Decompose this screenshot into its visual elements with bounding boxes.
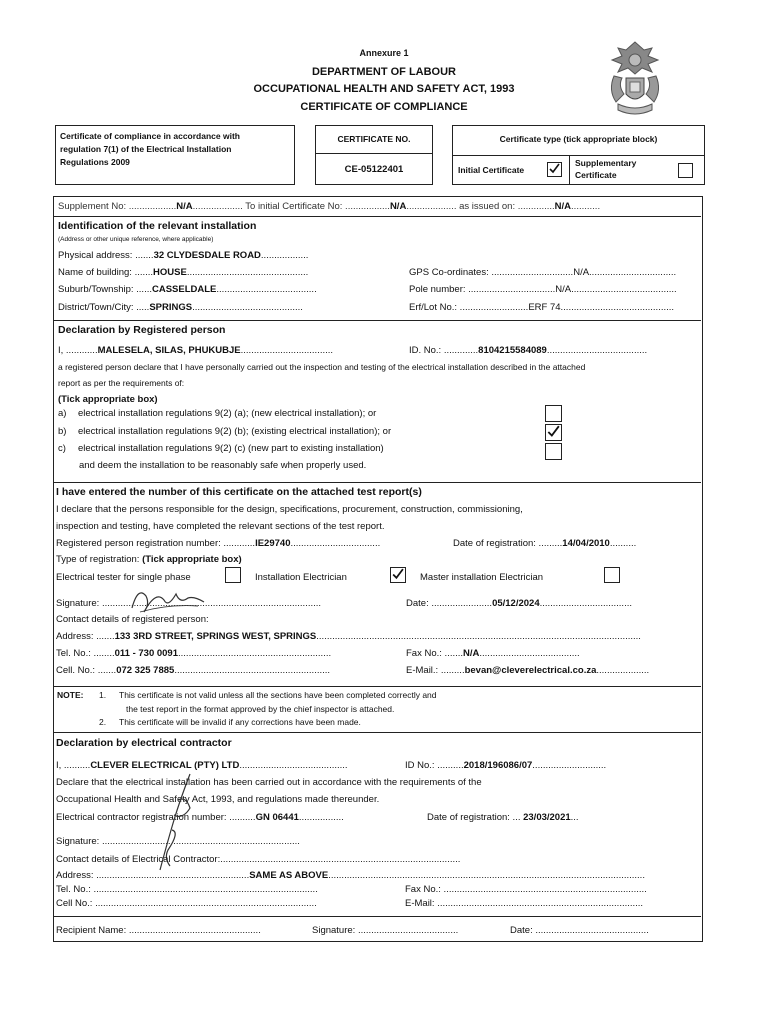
registered-address-row: Address: .......133 3RD STREET, SPRINGS WEST, SPRINGS........................................................................................................................... [56,631,641,642]
certificate-type-vline [569,156,570,184]
reg-number-value: IE29740 [255,538,291,549]
registered-name-row: I, ............MALESELA, SILAS, PHUKUBJE................................... [58,345,334,356]
contractor-cell-row: Cell No.: .................................................................................... [56,898,317,909]
test-report-para-2: inspection and testing, have completed the relevant sections of the test report. [56,521,385,532]
contractor-declare-1: Declare that the electrical installation has been carried out in accordance with the requirements of the [56,777,482,788]
registered-email-row: E-Mail.: .........bevan@cleverelectrical.co.za.................... [406,665,650,676]
issued-on-value: N/A [554,201,572,212]
erf-row: Erf/Lot No.: ..........................ERF 74........................................... [409,302,675,313]
tick-heading: (Tick appropriate box) [58,394,158,405]
department-title: DEPARTMENT OF LABOUR [311,66,456,78]
master-checkbox[interactable] [604,567,620,583]
certificate-title: CERTIFICATE OF COMPLIANCE [300,101,468,113]
option-b-checkbox[interactable] [545,424,562,441]
contractor-email-row: E-Mail: .............................................................................. [405,898,644,909]
building-name-value: HOUSE [153,267,187,278]
installation-label: Installation Electrician [255,572,347,583]
option-a-checkbox[interactable] [545,405,562,422]
note-text-1b: the test report in the format approved by the chief inspector is attached. [126,704,395,714]
test-report-heading: I have entered the number of this certificate on the attached test report(s) [56,486,422,498]
option-c-checkbox[interactable] [545,443,562,460]
regulation-line-3: Regulations 2009 [60,157,130,167]
district-value: SPRINGS [149,302,193,313]
registered-email-value: bevan@cleverelectrical.co.za [464,665,597,676]
divider-4 [53,686,701,687]
certificate-type-label: Certificate type (tick appropriate block) [499,134,658,144]
note-number-2: 2. [99,717,107,727]
contractor-signature-row: Signature: ........................................................................... [56,836,300,847]
registered-cell-row: Cell. No.: .......072 325 7885........................................................... [56,665,331,676]
note-label: NOTE: [57,690,84,700]
initial-cert-value: N/A [389,201,407,212]
contractor-heading: Declaration by electrical contractor [56,737,232,749]
contractor-fax-row: Fax No.: ............................................................................. [405,884,647,895]
district-row: District/Town/City: .....SPRINGS.......................................... [58,302,303,313]
physical-address-value: 32 CLYDESDALE ROAD [153,250,261,261]
supplement-value: N/A [176,201,193,212]
registered-fax-value: N/A [463,648,480,659]
recipient-name-row: Recipient Name: .................................................. [56,925,261,936]
contact-details-label: Contact details of registered person: [56,614,209,625]
certificate-number-divider [316,153,432,154]
supplementary-certificate-label: Supplementary Certificate [575,158,637,180]
contractor-tel-row: Tel. No.: ..................................................................................... [56,884,318,895]
divider-5 [53,732,701,733]
registered-tel-row: Tel. No.: ........011 - 730 0091.......................................................... [56,648,332,659]
pole-number-value: N/A [555,284,572,295]
registered-tel-value: 011 - 730 0091 [114,648,179,659]
option-a-row: a) electrical installation regulations 9(2) (a); (new electrical installation); or [58,408,377,419]
signature-row: Signature: ................................................................................... [56,598,322,609]
certificate-type-divider [453,155,704,156]
contractor-id-value: 2018/196086/07 [463,760,533,771]
contractor-date-row: Date of registration: ... 23/03/2021... [427,812,579,823]
divider-1 [53,216,701,217]
registered-fax-row: Fax No.: .......N/A...................................... [406,648,580,659]
act-title: OCCUPATIONAL HEALTH AND SAFETY ACT, 1993 [253,83,515,95]
divider-6 [53,916,701,917]
regulation-text [60,130,240,169]
annexure-label: Annexure 1 [359,48,409,58]
reg-number-row: Registered person registration number: ............IE29740.................................. [56,538,381,549]
gps-value: N/A [573,267,590,278]
registered-person-signature [128,582,208,616]
tester-label: Electrical tester for single phase [56,572,191,583]
certificate-number-value: CE-05122401 [344,164,404,175]
divider-3 [53,482,701,483]
sign-date-value: 05/12/2024 [492,598,540,609]
certificate-number-label: CERTIFICATE NO. [337,134,411,144]
registered-id-value: 8104215584089 [478,345,547,356]
contractor-address-value: SAME AS ABOVE [249,870,329,881]
registered-name-value: MALESELA, SILAS, PHUKUBJE [97,345,241,356]
tester-checkbox[interactable] [225,567,241,583]
deem-text: and deem the installation to be reasonably safe when properly used. [79,460,367,471]
note-number-1: 1. [99,690,107,700]
suburb-value: CASSELDALE [152,284,217,295]
registered-address-value: 133 3RD STREET, SPRINGS WEST, SPRINGS [114,631,317,642]
contractor-name-row: I, ..........CLEVER ELECTRICAL (PTY) LTD......................................... [56,760,348,771]
erf-value: ERF 74 [528,302,561,313]
suburb-row: Suburb/Township: ......CASSELDALE...................................... [58,284,317,295]
option-b-row: b) electrical installation regulations 9(2) (b); (existing electrical installation); or [58,426,392,437]
identification-heading: Identification of the relevant installation [58,220,257,232]
note-text-2: This certificate will be invalid if any corrections have been made. [119,717,361,727]
declaration-text-1: a registered person declare that I have personally carried out the inspection and testing of the electrical installation described in the attached [58,362,586,372]
gps-row: GPS Co-ordinates: ...............................N/A................................. [409,267,677,278]
recipient-signature-row: Signature: ...................................... [312,925,459,936]
initial-certificate-label: Initial Certificate [458,165,525,175]
building-name-row: Name of building: .......HOUSE.............................................. [58,267,309,278]
declaration-registered-heading: Declaration by Registered person [58,324,226,336]
installation-checkbox[interactable] [390,567,406,583]
contractor-declare-2: Occupational Health and Safety Act, 1993, and regulations made thereunder. [56,794,380,805]
supplement-row: Supplement No: ..................N/A................... To initial Certificate No: .................N/A................... as issued on: ..............N/A........... [58,201,601,212]
declaration-text-2: report as per the requirements of: [58,378,185,388]
divider-2 [53,320,701,321]
registered-cell-value: 072 325 7885 [116,665,175,676]
sign-date-row: Date: .......................05/12/2024................................... [406,598,632,609]
test-report-para-1: I declare that the persons responsible for the design, specifications, procurement, construction, commissioning, [56,504,523,515]
contractor-id-row: ID No.: ..........2018/196086/07............................ [405,760,607,771]
note-text-1a: This certificate is not valid unless all the sections have been completed correctly and [119,690,437,700]
master-label: Master installation Electrician [420,572,544,583]
identification-note: (Address or other unique reference, where applicable) [58,236,214,243]
contractor-name-value: CLEVER ELECTRICAL (PTY) LTD [90,760,240,771]
contractor-date-value: 23/03/2021 [523,812,571,823]
regulation-line-2: regulation 7(1) of the Electrical Installation [60,144,232,154]
contractor-contact-row: Contact details of Electrical Contractor:........................................................................................... [56,854,461,865]
initial-certificate-checkbox[interactable] [547,162,562,177]
contractor-address-row: Address: ..........................................................SAME AS ABOVE........................................................................................................................ [56,870,645,881]
option-c-row: c) electrical installation regulations 9(2) (c) (new part to existing installation) [58,443,384,454]
pole-number-row: Pole number: .................................N/A........................................ [409,284,677,295]
registered-id-row: ID. No.: .............8104215584089...................................... [409,345,648,356]
recipient-date-row: Date: ........................................... [510,925,649,936]
reg-date-row: Date of registration: .........14/04/2010.......... [453,538,637,549]
supplementary-certificate-checkbox[interactable] [678,163,693,178]
regulation-line-1: Certificate of compliance in accordance with [60,131,240,141]
contractor-reg-row: Electrical contractor registration number: ..........GN 06441................. [56,812,344,823]
physical-address-row: Physical address: .......32 CLYDESDALE ROAD.................. [58,250,309,261]
contractor-reg-value: GN 06441 [255,812,299,823]
registration-type-row: Type of registration: (Tick appropriate box) [56,554,242,565]
reg-date-value: 14/04/2010 [562,538,610,549]
